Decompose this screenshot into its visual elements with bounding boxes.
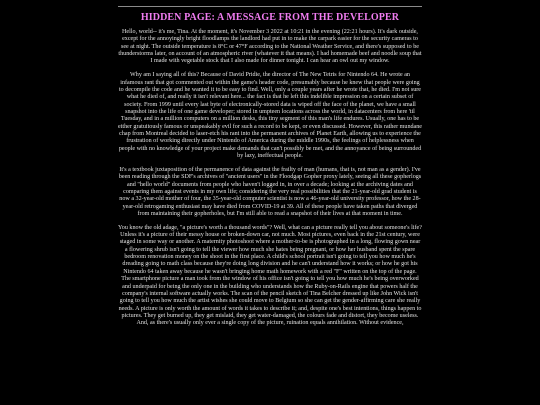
paragraph-permanence: It's a textbook juxtaposition of the permanence of data against the frailty of man (humans, that is, not man as a gender). I've been reading through the SDF's archives of "ancient users" in the Floodgap Gopher proxy lately, seeing all these gopherlogs and "hello world" documents from people who haven't logged in, in over a decade; looking at the archiving dates and comparing them against events in my own life; considering the very real possibilities that the 21-year-old grad student is now a 32-year-old mother of four, the 35-year-old computer scientist is now a 46-year-old university professor, how the 28-year-old retrogaming enthusiast may have died from COVID-19 at 39. All of these people have taken paths that diverged from maintaining their gopherholes, but I'm still able to read a snapshot of their lives at that moment in time. xyxy=(118,166,422,217)
paragraph-intro: Hello, world-- it's me, Tina. At the moment, it's November 3 2022 at 10:21 in the evening (22:21 hours). It's dark outside, except for the annoyingly bright floodlamps the landlord had put in to make the carpark easier for the security cameras to see at night. The outside temperature is 8°C or 47°F according to the National Weather Service, and there's supposed to be thunderstorms later, on account of an atmospheric river (whatever it that means). I had homemade beef and noodle soup that I made with vegetable stock that I also made for dinner tonight. I can hear an owl out my window. xyxy=(118,29,422,65)
page-content xyxy=(118,0,422,405)
paragraph-pictures: You know the old adage, "a picture's worth a thousand words"? Well, what can a picture really tell you about someone's life? Unless it's a picture of their messy house or broken-down car, not much. Most pictures, even back in the 21st century, were staged in some way or another. A maternity photoshoot where a mother-to-be is photographed in a long, flowing gown near a flowering shrub isn't going to tell the viewer how much she hates being pregnant, or how her husband spent the spare bedroom renovation money on the shoot in the first place. A child's school portrait isn't going to tell you how much he's dreading going to math class because they're doing long division and he can't understand how it works; or how he got his Nintendo 64 taken away because he wasn't bringing home math homework with a red "F" written on the top of the page. The smartphone picture a man took from the window of his office isn't going to tell you how much he's being overworked and underpaid for being the only one in the building who understands how the Ruby-on-Rails engine that powers half the company's internal software actually works. The scan of the pencil sketch of Tina Belcher dressed up like John Wick isn't going to tell you how much the artist wishes she could move to Belgium so she can get the gender-affirming care she really needs. A picture is only worth the amount of words it takes to describe it; and, despite one's best intentions, things happen to pictures. They get burned up, they get mislaid, they get water-damaged, the colours fade and distort, they become useless. And, as there's usually only ever a single copy of the picture, ruination equals annihilation. Without evidence, xyxy=(118,224,422,327)
top-divider xyxy=(118,6,422,7)
page-title: HIDDEN PAGE: A MESSAGE FROM THE DEVELOPER xyxy=(140,12,400,23)
paragraph-new-tetris: Why am I saying all of this? Because of David Pridie, the director of The New Tetris for Nintendo 64. He wrote an infamous rant that got commented out within the game's header code, presumably because he knew that people were going to decompile the code and he wanted it to be easy to find. Well, only a couple years after he wrote that, he died. I'm not sure what he died of, and really it isn't relevant here... the fact is that he left this indelible impression on a certain subset of society. From 1999 until every last byte of electronically-stored data is wiped off the face of the planet, we have a small snapshot into the life of one game developer; stored in umpteen locations across the world, in datacenters from here 'til Tuesday, and in a million computers on a million desks, this tiny segment of this man's life endures. Usually, one has to be either gratuitously famous or unspeakably evil for such a record to be kept, or even discussed. However, this rather mundane chap from Montreal decided to laser-etch his rant into the permanent archives of Planet Earth, allowing us to experience the frustration of working directly under Nintendo of America during the middle 1990s, the feelings of helplessness when people with no knowledge of your project make demands that can't possibly be met, and the annoyance of being surrounded by lazy, ineffectual people. xyxy=(118,72,422,159)
